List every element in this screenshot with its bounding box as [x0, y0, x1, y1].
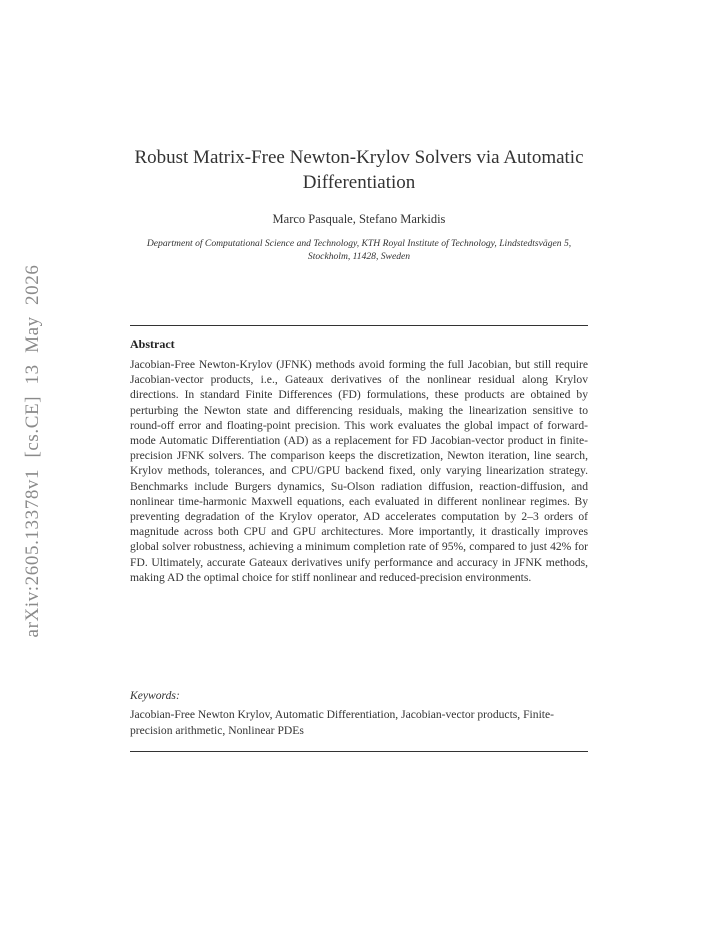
author-affiliation: Department of Computational Science and Technology, KTH Royal Institute of Technology, Lindstedtsvägen 5, Stockholm, 11428, Sweden [146, 238, 572, 262]
abstract-top-rule [130, 325, 588, 326]
arxiv-identifier: arXiv:2605.13378v1 [cs.CE] 13 May 2026 [22, 264, 43, 638]
paper-authors: Marco Pasquale, Stefano Markidis [272, 212, 446, 226]
paper-title: Robust Matrix-Free Newton-Krylov Solvers via Automatic Differentiation [134, 147, 584, 193]
keywords-heading: Keywords: [130, 689, 180, 702]
abstract-bottom-rule [130, 751, 588, 752]
keywords-list: Jacobian-Free Newton Krylov, Automatic Differentiation, Jacobian-vector products, Finite-precision arithmetic, Nonlinear PDEs [130, 708, 555, 737]
abstract-text: Jacobian-Free Newton-Krylov (JFNK) methods avoid forming the full Jacobian, but still require Jacobian-vector products, i.e., Gateaux derivatives of the nonlinear residual along Krylov directions. In standard Finite Differences (FD) formulations, these products are obtained by perturbing the Newton state and differencing residuals, making the linearization sensitive to round-off error and floating-point precision. This work evaluates the global impact of forward-mode Automatic Differentiation (AD) as a replacement for FD Jacobian-vector product in finite-precision JFNK solvers. The comparison keeps the discretization, Newton iteration, line search, Krylov methods, tolerances, and CPU/GPU backend fixed, only varying linearization strategy. Benchmarks include Burgers dynamics, Su-Olson radiation diffusion, reaction-diffusion, and nonlinear time-harmonic Maxwell equations, each evaluated in different nonlinear regimes. By preventing degradation of the Krylov operator, AD accelerates computation by 2–3 orders of magnitude across both CPU and GPU architectures. More importantly, it drastically improves global solver robustness, achieving a minimum completion rate of 95%, compared to just 42% for FD. Ultimately, accurate Gateaux derivatives unify performance and accuracy in JFNK methods, making AD the optimal choice for stiff nonlinear and reduced-precision environments. [130, 358, 588, 584]
abstract-heading: Abstract [130, 337, 175, 351]
